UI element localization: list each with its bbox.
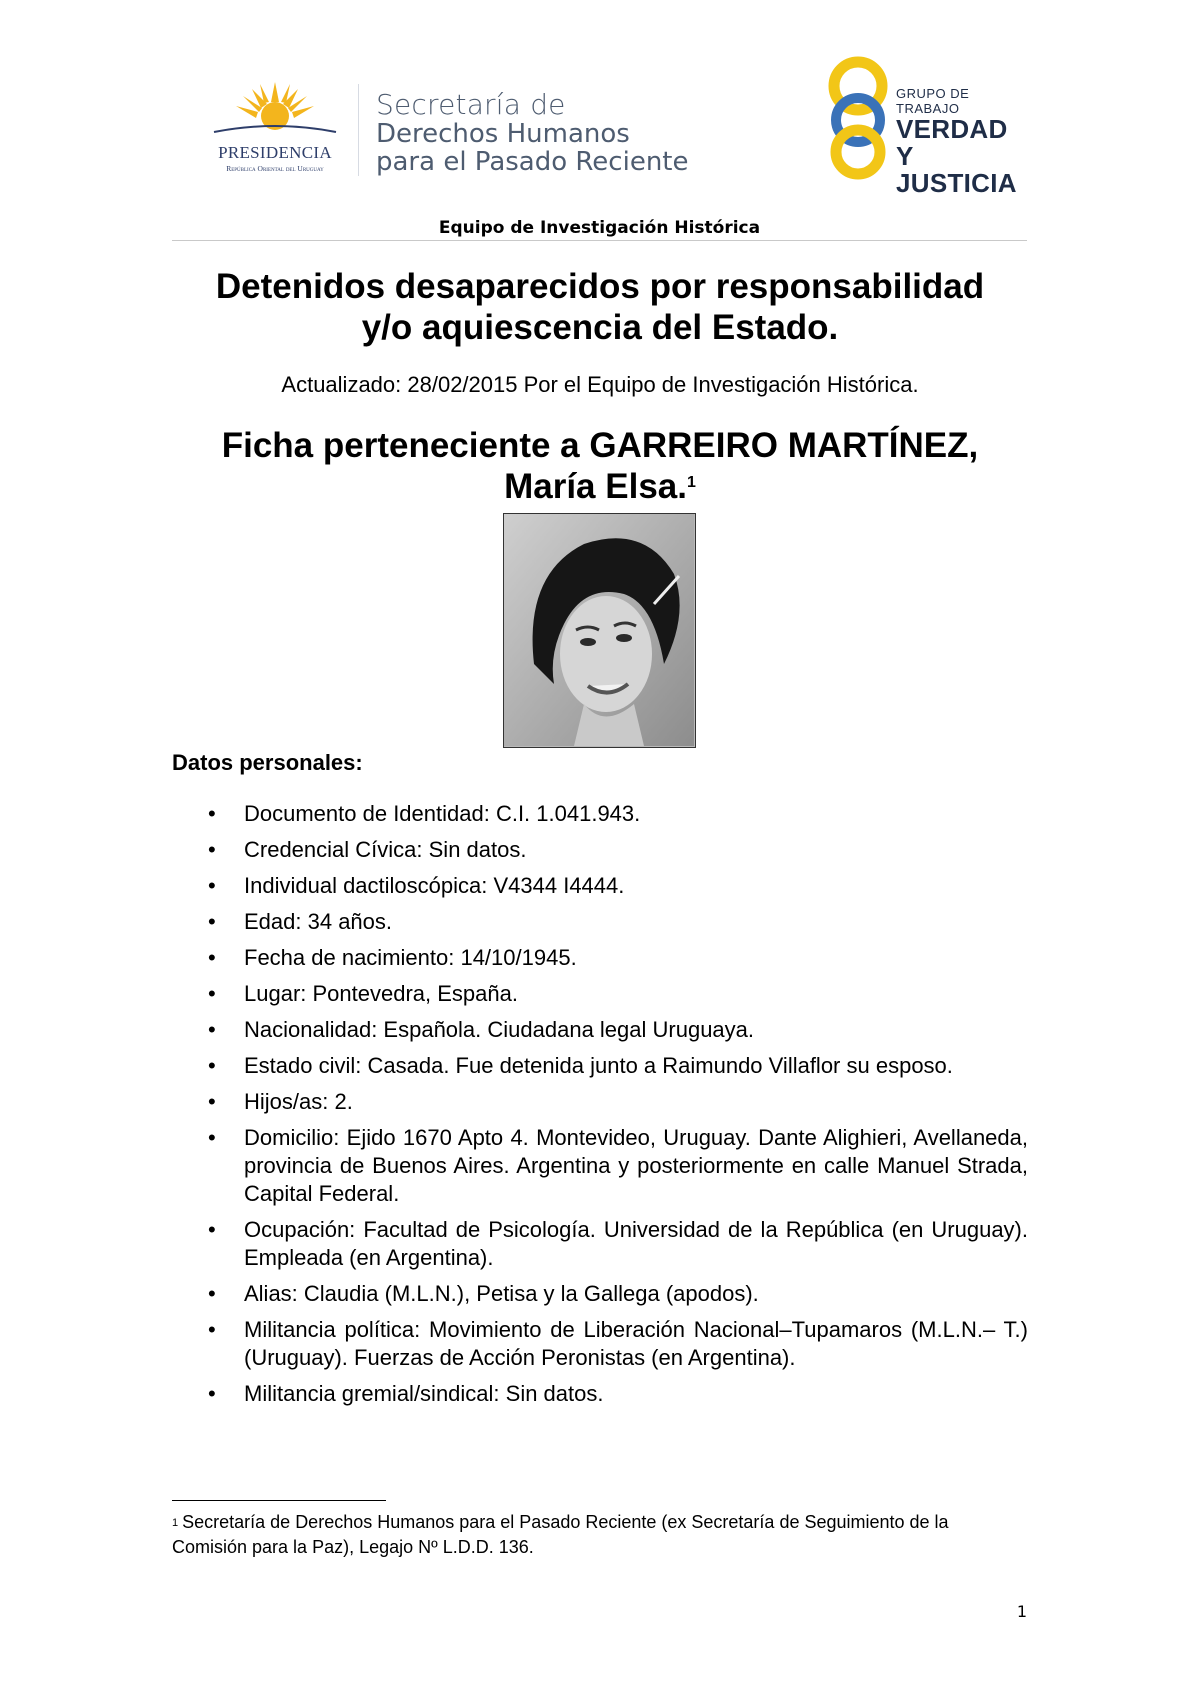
list-item: • Hijos/as: 2. xyxy=(172,1088,1028,1116)
ficha-line-2-wrapper xyxy=(150,466,1050,507)
presidencia-subtitle: República Oriental del Uruguay xyxy=(226,164,324,173)
header-rule xyxy=(172,240,1027,241)
ficha-line-1: Ficha perteneciente a GARREIRO MARTÍNEZ, xyxy=(221,426,979,465)
list-item: • Individual dactiloscópica: V4344 I4444. xyxy=(172,872,1028,900)
page-number: 1 xyxy=(1016,1602,1028,1621)
list-item: • Ocupación: Facultad de Psicología. Universidad de la República (en Uruguay). Empleada (en Argentina). xyxy=(172,1216,1028,1272)
verdad-justicia-logo xyxy=(822,56,1032,198)
title-line-1: Detenidos desaparecidos por responsabilidad xyxy=(215,267,985,306)
portrait-photo-icon xyxy=(504,514,694,746)
presidencia-name: PRESIDENCIA xyxy=(218,143,332,162)
ficha-title xyxy=(150,425,1050,507)
presidencia-logo xyxy=(196,80,354,180)
footnote-number: 1 xyxy=(172,1517,179,1529)
header-divider xyxy=(358,84,359,176)
list-item: • Credencial Cívica: Sin datos. xyxy=(172,836,1028,864)
secretaria-line-3: para el Pasado Reciente xyxy=(376,147,689,177)
list-item: • Domicilio: Ejido 1670 Apto 4. Montevideo, Uruguay. Dante Alighieri, Avellaneda, provincia de Buenos Aires. Argentina y posteriormente en calle Manuel Strada, Capital Federal. xyxy=(172,1124,1028,1208)
ficha-line-2: María Elsa. xyxy=(504,467,687,506)
list-item: • Fecha de nacimiento: 14/10/1945. xyxy=(172,944,1028,972)
footnote-rule xyxy=(172,1500,386,1501)
list-item: • Lugar: Pontevedra, España. xyxy=(172,980,1028,1008)
list-item: • Estado civil: Casada. Fue detenida junto a Raimundo Villaflor su esposo. xyxy=(172,1052,1028,1080)
secretaria-line-1: Secretaría de xyxy=(376,88,566,121)
footnote-text: Secretaría de Derechos Humanos para el Pasado Reciente (ex Secretaría de Seguimiento de la Comisión para la Paz), Legajo Nº L.D.D. 136. xyxy=(172,1512,949,1557)
list-item: • Militancia gremial/sindical: Sin datos. xyxy=(172,1380,1028,1408)
list-item: • Documento de Identidad: C.I. 1.041.943. xyxy=(172,800,1028,828)
secretaria-line-2: Derechos Humanos xyxy=(376,119,630,149)
datos-personales-list xyxy=(172,800,1028,1416)
grupo-line-1: GRUPO DE TRABAJO xyxy=(896,86,970,116)
updated-line: Actualizado: 28/02/2015 Por el Equipo de Investigación Histórica. xyxy=(281,372,919,397)
sun-emblem-icon xyxy=(196,80,354,146)
document-title xyxy=(150,266,1050,348)
list-item: • Alias: Claudia (M.L.N.), Petisa y la Gallega (apodos). xyxy=(172,1280,1028,1308)
list-item: • Nacionalidad: Española. Ciudadana legal Uruguaya. xyxy=(172,1016,1028,1044)
grupo-line-3: JUSTICIA xyxy=(896,168,1017,198)
portrait-photo xyxy=(503,513,696,748)
footnote-reference[interactable]: 1 xyxy=(686,474,696,491)
footnote xyxy=(172,1510,1028,1560)
interlocked-rings-icon xyxy=(822,56,896,180)
title-line-2: y/o aquiescencia del Estado. xyxy=(361,308,839,347)
section-header: Equipo de Investigación Histórica xyxy=(438,218,761,238)
list-item: • Militancia política: Movimiento de Liberación Nacional–Tupamaros (M.L.N.– T.) (Uruguay). Fuerzas de Acción Peronistas (en Argentina). xyxy=(172,1316,1028,1372)
secretaria-logo-text xyxy=(376,90,688,176)
list-item: • Edad: 34 años. xyxy=(172,908,1028,936)
datos-personales-heading: Datos personales: xyxy=(172,750,363,775)
grupo-line-2: VERDAD Y xyxy=(896,114,1008,171)
verdad-justicia-text xyxy=(896,86,1032,197)
